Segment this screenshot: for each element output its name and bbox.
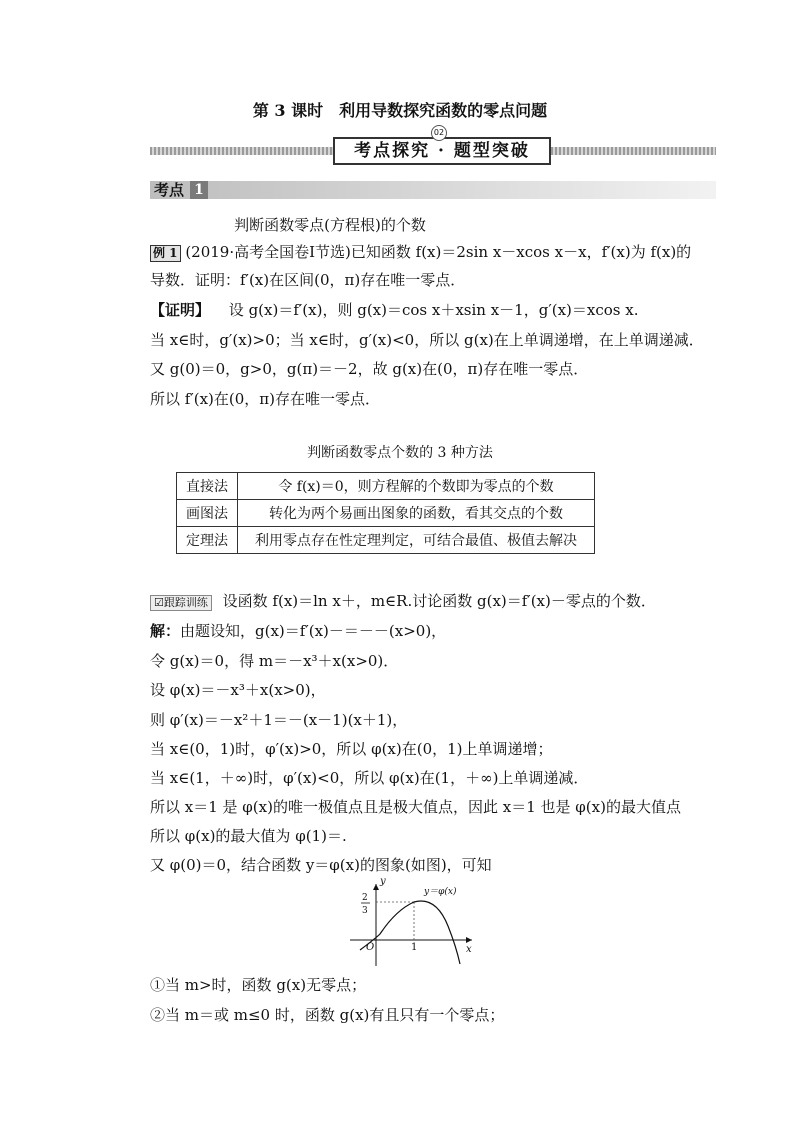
method-desc: 利用零点存在性定理判定，可结合最值、极值去解决 xyxy=(238,527,595,554)
page-title: 第 3 课时 利用导数探究函数的零点问题 xyxy=(252,101,548,120)
example-text-1: (2019·高考全国卷Ⅰ节选)已知函数 f(x)＝2sin x－xcos x－x，f′(x)为 f(x)的 xyxy=(185,243,692,261)
proof-text-1: 设 g(x)＝f′(x)，则 g(x)＝cos x＋xsin x－1，g′(x)＝xcos x. xyxy=(228,301,639,319)
example-text-2: 导数．证明：f′(x)在区间(0，π)存在唯一零点． xyxy=(150,271,466,289)
check-icon: ☑ xyxy=(154,596,164,609)
proof-text-4: 所以 f′(x)在(0，π)存在唯一零点． xyxy=(150,390,380,408)
solution-line: 当 x∈(0，1)时，φ′(x)>0，所以 φ(x)在(0，1)上单调递增； xyxy=(150,740,553,758)
solution-text: 由题设知，g(x)＝f′(x)－＝－－(x>0)， xyxy=(180,622,447,640)
solution-line: 令 g(x)＝0，得 m＝－x³＋x(x>0)． xyxy=(150,652,399,670)
solution-line: 当 x∈(1，＋∞)时，φ′(x)<0，所以 φ(x)在(1，＋∞)上单调递减． xyxy=(150,769,589,787)
solution-line: 所以 φ(x)的最大值为 φ(1)＝. xyxy=(150,827,347,845)
solution-line: 所以 x＝1 是 φ(x)的唯一极值点且是极大值点，因此 x＝1 也是 φ(x)的最大值点 xyxy=(150,798,681,816)
band-label: 考点探究 · 题型突破 xyxy=(333,137,551,165)
solution-line: 则 φ′(x)＝－x²＋1＝－(x－1)(x＋1)， xyxy=(150,711,408,729)
methods-table xyxy=(176,472,595,554)
method-name: 直接法 xyxy=(177,473,238,500)
table-caption: 判断函数零点个数的 3 种方法 xyxy=(307,445,493,461)
band-number: 02 xyxy=(431,125,447,141)
solution-line-1 xyxy=(150,620,446,641)
phi-curve xyxy=(360,901,460,964)
topic-label: 考点 xyxy=(154,181,185,199)
table-row xyxy=(177,500,595,527)
case-line-2: ②当 m＝或 m≤0 时，函数 g(x)有且只有一个零点； xyxy=(150,1006,505,1024)
section-band xyxy=(150,128,716,161)
training-question-line xyxy=(150,590,656,611)
y-tick-numerator: 2 xyxy=(362,893,368,903)
solution-line: 设 φ(x)＝－x³＋x(x>0)， xyxy=(150,681,326,699)
method-name: 画图法 xyxy=(177,500,238,527)
proof-label: 【证明】 xyxy=(150,301,211,319)
x-axis-arrow xyxy=(466,937,472,943)
training-tag xyxy=(150,595,212,611)
x-axis-label: x xyxy=(466,944,472,955)
band-stripe-right xyxy=(551,147,716,155)
section-heading: 判断函数零点(方程根)的个数 xyxy=(234,216,426,234)
method-name: 定理法 xyxy=(177,527,238,554)
method-desc: 转化为两个易画出图象的函数，看其交点的个数 xyxy=(238,500,595,527)
proof-line-1 xyxy=(150,299,639,320)
solution-label: 解： xyxy=(150,622,181,640)
proof-text-3: 又 g(0)＝0，g>0，g(π)＝－2，故 g(x)在(0，π)存在唯一零点． xyxy=(150,360,589,378)
training-question: 设函数 f(x)＝ln x＋，m∈R.讨论函数 g(x)＝f′(x)－零点的个数． xyxy=(222,592,656,610)
case-line-1: ①当 m>时，函数 g(x)无零点； xyxy=(150,976,367,994)
proof-text-2: 当 x∈时，g′(x)>0；当 x∈时，g′(x)<0，所以 g(x)在上单调递增，在上单调递减． xyxy=(150,331,704,349)
y-axis-arrow xyxy=(373,884,379,890)
x-tick-label: 1 xyxy=(411,942,418,953)
topic-bar xyxy=(150,181,716,199)
phi-graph xyxy=(340,878,480,968)
table-row xyxy=(177,527,595,554)
method-desc: 令 f(x)＝0，则方程解的个数即为零点的个数 xyxy=(238,473,595,500)
band-stripe-left xyxy=(150,147,333,155)
y-tick-denominator: 3 xyxy=(362,906,368,916)
training-tag-text: 跟踪训练 xyxy=(163,596,208,609)
origin-label: O xyxy=(366,942,375,953)
curve-label: y＝φ(x) xyxy=(424,887,457,897)
topic-number: 1 xyxy=(190,181,208,199)
y-axis-label: y xyxy=(380,878,386,887)
solution-line: 又 φ(0)＝0，结合函数 y＝φ(x)的图象(如图)，可知 xyxy=(150,856,492,874)
example-tag: 例 1 xyxy=(150,245,181,262)
table-row xyxy=(177,473,595,500)
example-line-1 xyxy=(150,241,691,262)
